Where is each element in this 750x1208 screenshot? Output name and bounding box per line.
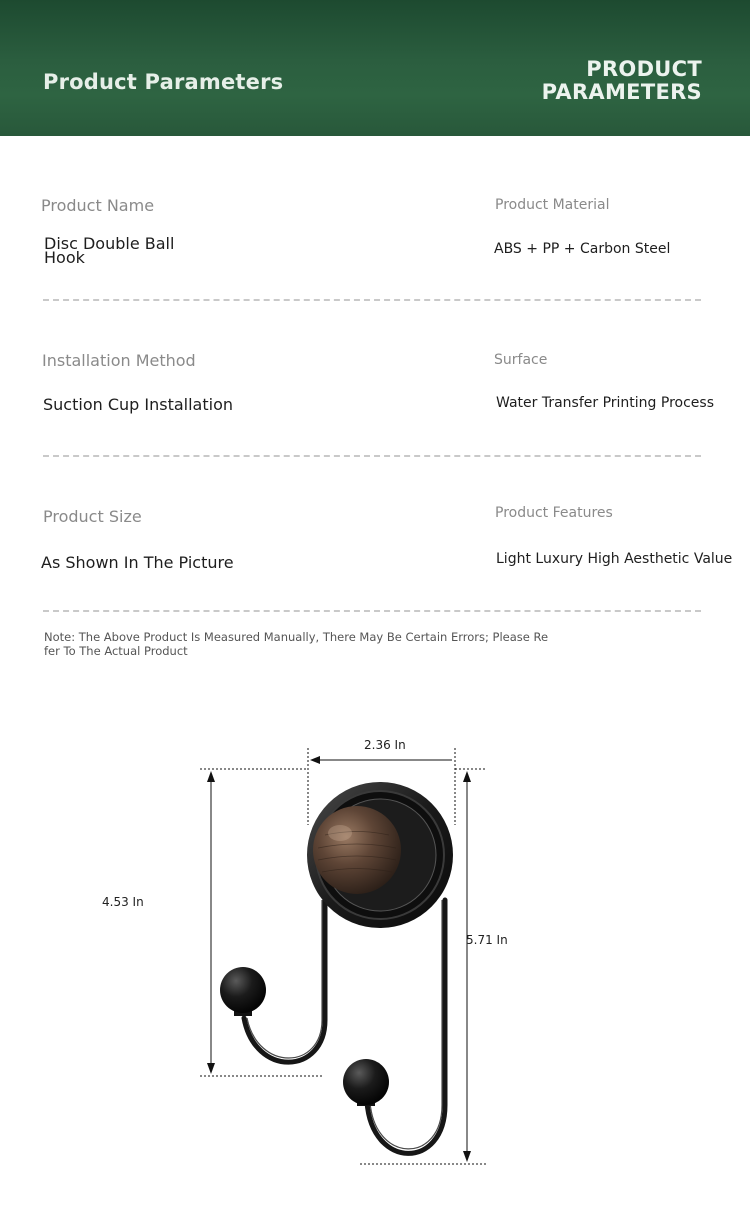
- hook-illustration: [0, 700, 750, 1204]
- product-size-label: Product Size: [43, 507, 142, 526]
- page-title: Product Parameters: [43, 70, 284, 94]
- product-name-value: Disc Double Ball Hook: [44, 234, 175, 267]
- measurement-note: Note: The Above Product Is Measured Manually, There May Be Certain Errors; Please Refer To The Actual Product: [44, 630, 549, 658]
- hook-wires-highlight: [247, 900, 442, 1149]
- hook-wires: [244, 900, 445, 1153]
- header-badge-line-1: PRODUCT: [586, 57, 702, 81]
- divider: [43, 610, 701, 612]
- surface-label: Surface: [494, 352, 548, 368]
- left-height-dimension-label: 4.53 In: [102, 895, 144, 909]
- product-material-label: Product Material: [495, 197, 610, 213]
- surface-value: Water Transfer Printing Process: [496, 395, 714, 411]
- product-name-label: Product Name: [41, 196, 155, 215]
- product-features-label: Product Features: [495, 505, 613, 521]
- product-size-value: As Shown In The Picture: [41, 553, 234, 572]
- ball-end-right: [343, 1059, 389, 1106]
- installation-method-value: Suction Cup Installation: [43, 395, 233, 414]
- header-badge-line-2: PARAMETERS: [541, 80, 702, 104]
- width-dimension-label: 2.36 In: [364, 738, 406, 752]
- total-height-dimension-label: 5.71 In: [466, 933, 508, 947]
- header-banner: [0, 0, 750, 136]
- ball-end-left: [220, 967, 266, 1016]
- disc-base: [307, 782, 453, 928]
- product-features-value: Light Luxury High Aesthetic Value: [496, 551, 733, 567]
- divider: [43, 455, 701, 457]
- installation-method-label: Installation Method: [42, 351, 196, 370]
- header-badge: [542, 58, 702, 104]
- product-dimension-diagram: [0, 700, 750, 1204]
- product-material-value: ABS + PP + Carbon Steel: [494, 241, 671, 257]
- divider: [43, 299, 701, 301]
